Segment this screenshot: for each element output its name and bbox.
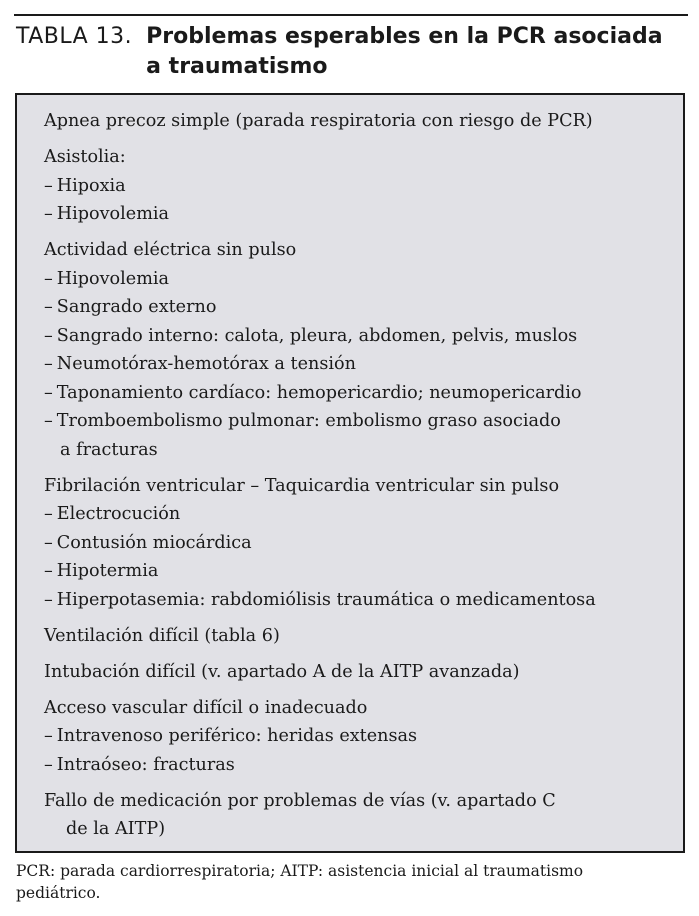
group-apnea [44, 107, 669, 136]
group-asistolia [44, 143, 669, 229]
list-item: – Tromboembolismo pulmonar: embolismo graso asociado [44, 411, 561, 431]
list-item-continuation: a fracturas [60, 439, 158, 460]
list-item: – Intravenoso periférico: heridas extensas [44, 726, 418, 746]
footnote-line-1: PCR: parada cardiorrespiratoria; AITP: asistencia inicial al traumatismo [16, 862, 584, 880]
group-actividad-electrica [44, 236, 669, 464]
table-content [44, 107, 669, 851]
table-header [16, 22, 686, 82]
list-item: – Contusión miocárdica [44, 532, 252, 553]
group-acceso-vascular [44, 694, 669, 780]
group-heading: Fibrilación ventricular – Taquicardia ventricular sin pulso [44, 475, 560, 496]
group-heading: Acceso vascular difícil o inadecuado [44, 697, 368, 718]
group-ventilacion [44, 622, 669, 651]
group-heading: Intubación difícil (v. apartado A de la AITP avanzada) [44, 661, 520, 682]
group-heading: Fallo de medicación por problemas de vías (v. apartado C [44, 790, 556, 811]
group-heading: Ventilación difícil (tabla 6) [44, 625, 280, 646]
list-item: – Hipoxia [44, 175, 126, 196]
list-item: – Electrocución [44, 504, 181, 524]
list-item: – Sangrado interno: calota, pleura, abdomen, pelvis, muslos [44, 325, 578, 346]
group-heading: Apnea precoz simple (parada respiratoria con riesgo de PCR) [44, 111, 593, 131]
list-item: – Hipotermia [44, 561, 159, 581]
table-footnote [16, 860, 686, 904]
table-title-line-1: Problemas esperables en la PCR asociada [146, 24, 663, 49]
group-fibrilacion [44, 472, 669, 615]
list-item: – Sangrado externo [44, 297, 217, 317]
list-item: – Taponamiento cardíaco: hemopericardio; neumopericardio [44, 382, 582, 403]
group-fallo-medicacion [44, 787, 669, 844]
top-rule [14, 14, 688, 16]
group-heading: Actividad eléctrica sin pulso [44, 240, 297, 260]
footnote-line-2: pediátrico. [16, 884, 101, 902]
table-title [146, 22, 662, 82]
list-item: – Hipovolemia [44, 268, 169, 289]
list-item: – Neumotórax-hemotórax a tensión [44, 354, 356, 374]
table-box [15, 93, 685, 853]
list-item: – Hipovolemia [44, 204, 169, 224]
group-intubacion [44, 658, 669, 687]
list-item: – Hiperpotasemia: rabdomiólisis traumática o medicamentosa [44, 589, 596, 610]
group-heading-continuation: de la AITP) [66, 819, 166, 839]
list-item: – Intraóseo: fracturas [44, 754, 235, 775]
table-label: TABLA 13. [16, 24, 133, 49]
group-heading: Asistolia: [44, 147, 126, 167]
table-title-line-2: a traumatismo [146, 54, 328, 79]
